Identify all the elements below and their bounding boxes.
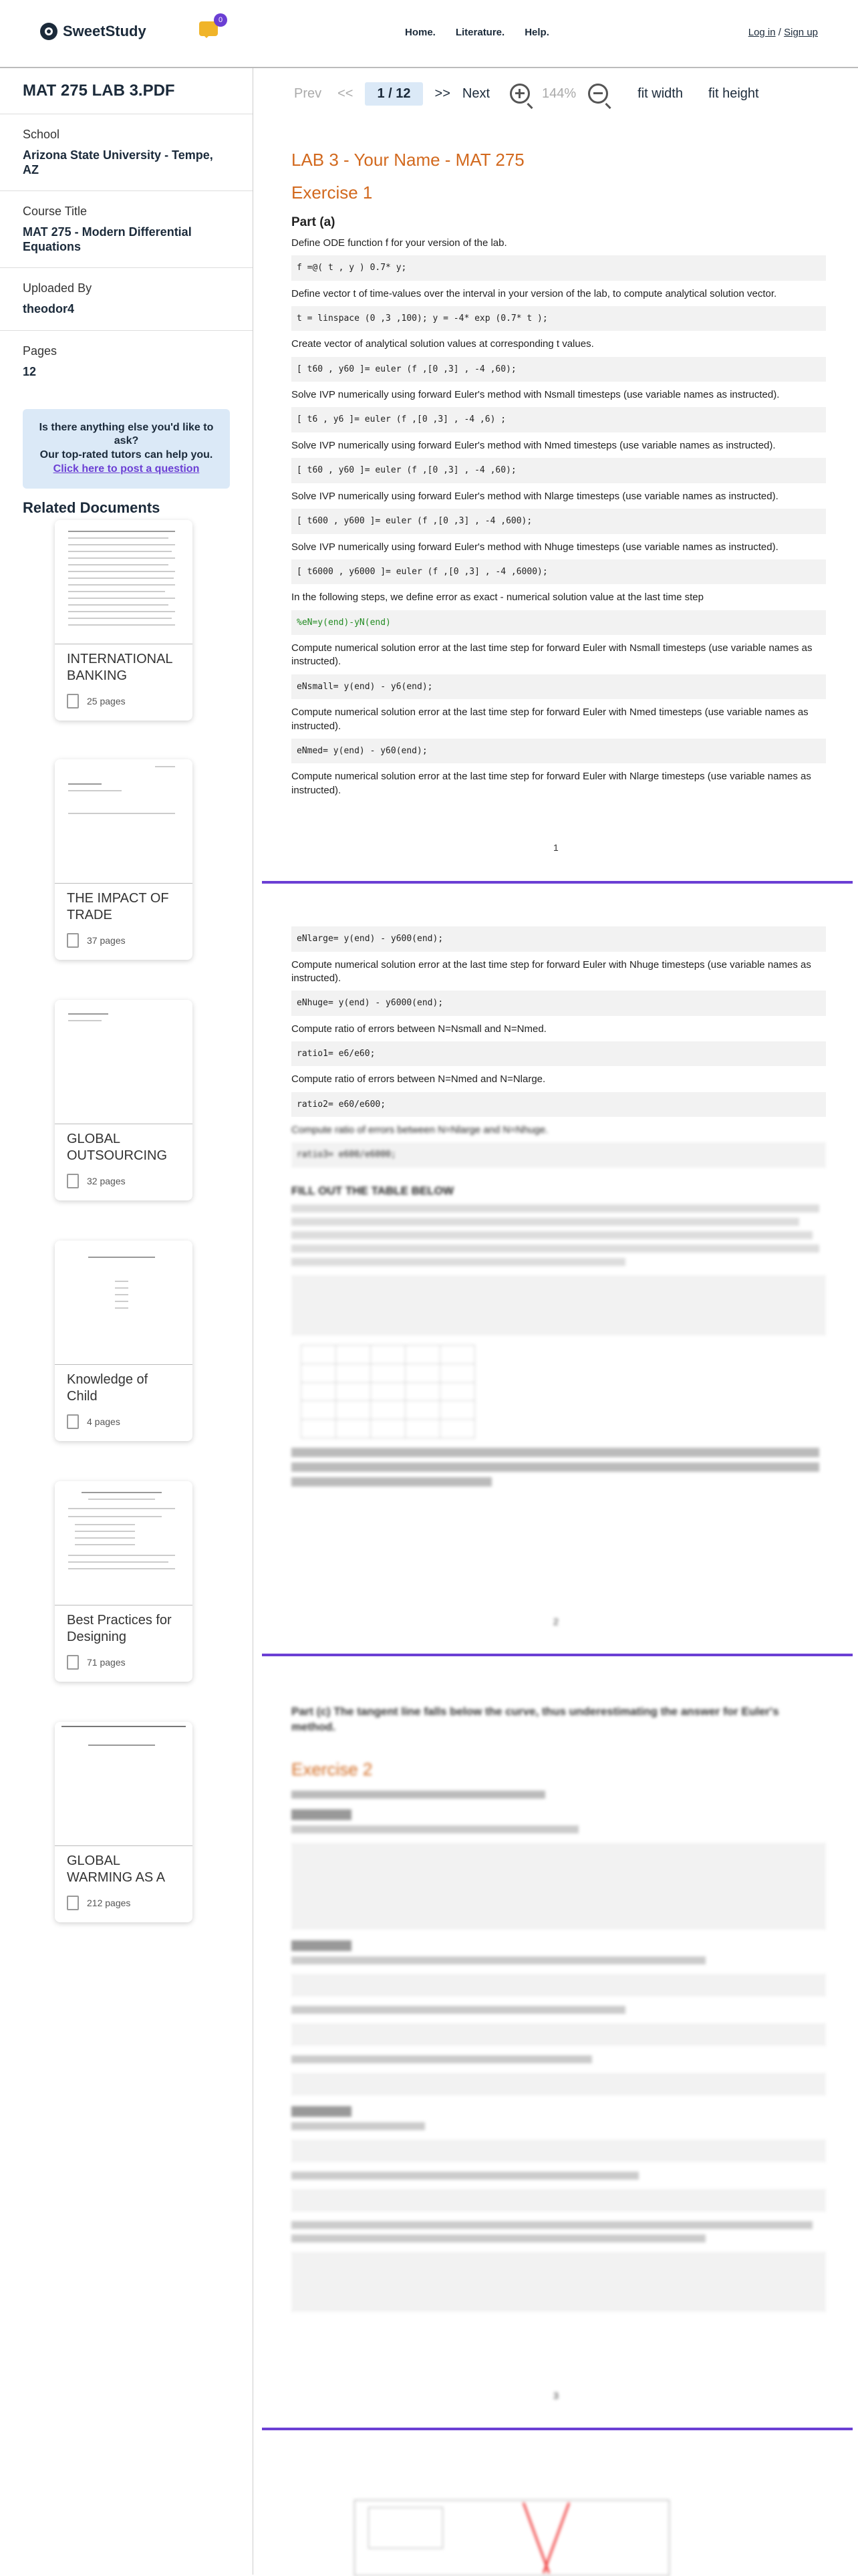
doc-thumbnail <box>55 1241 192 1365</box>
card-pages <box>67 1896 130 1910</box>
results-table <box>301 1345 475 1438</box>
code-block: ratio1= e6/e60; <box>291 1041 826 1067</box>
doc-paragraph: Compute numerical solution error at the last time step for forward Euler with Nhuge timesteps (use variable names as instructed). <box>291 958 811 984</box>
fit-width-button[interactable]: fit width <box>637 86 683 101</box>
doc-paragraph: Compute ratio of errors between N=Nmed and N=Nlarge. <box>291 1073 546 1085</box>
course-value[interactable]: MAT 275 - Modern Differential Equations <box>23 225 192 253</box>
ask-tutor-box <box>23 409 230 489</box>
related-doc-card[interactable] <box>55 1000 192 1200</box>
doc-paragraph: Compute numerical solution error at the last time step for forward Euler with Nlarge timesteps (use variable names as instructed). <box>291 771 811 796</box>
pages-label: Pages <box>23 344 57 358</box>
login-link[interactable]: Log in <box>748 27 776 38</box>
doc-paragraph: Create vector of analytical solution values at corresponding t values. <box>291 338 594 350</box>
related-doc-card[interactable] <box>55 759 192 960</box>
doc-paragraph: Compute numerical solution error at the last time step for forward Euler with Nsmall timesteps (use variable names as instructed). <box>291 642 813 668</box>
zoom-out-icon[interactable] <box>588 84 608 104</box>
card-title: Knowledge of Child <box>67 1372 148 1404</box>
code-block: [ t6 , y6 ]= euler (f ,[0 ,3] , -4 ,6) ; <box>291 407 826 432</box>
page-count: 37 pages <box>87 935 126 946</box>
doc-thumbnail <box>55 1722 192 1846</box>
doc-paragraph: Solve IVP numerically using forward Euler's method with Nmed timesteps (use variable names as instructed). <box>291 440 776 452</box>
viewer-toolbar <box>267 79 822 108</box>
code-block: t = linspace (0 ,3 ,100); y = -4* exp (0.7* t ); <box>291 306 826 332</box>
related-doc-card[interactable] <box>55 520 192 721</box>
document-icon <box>67 694 79 709</box>
post-question-link[interactable]: Click here to post a question <box>53 463 200 475</box>
prev-arrows[interactable]: << <box>337 86 353 101</box>
page-divider <box>262 881 853 884</box>
doc-paragraph: Define vector t of time-values over the interval in your version of the lab, to compute analytical solution vector. <box>291 287 777 299</box>
code-block: ratio2= e60/e600; <box>291 1092 826 1118</box>
doc-thumbnail <box>55 1000 192 1124</box>
next-button[interactable]: Next <box>462 86 490 101</box>
card-title: Best Practices for Designing <box>67 1613 172 1644</box>
doc-paragraph: Define ODE function f for your version of the lab. <box>291 237 507 249</box>
document-icon <box>67 1414 79 1429</box>
ask-line-1: Is there anything else you'd like to ask? <box>39 421 214 447</box>
next-arrows[interactable]: >> <box>434 86 450 101</box>
school-block <box>0 114 253 191</box>
site-header <box>0 0 858 68</box>
page-divider <box>262 1654 853 1656</box>
signup-link[interactable]: Sign up <box>784 27 818 38</box>
doc-paragraph: Solve IVP numerically using forward Euler's method with Nlarge timesteps (use variable names as instructed). <box>291 490 778 502</box>
code-block: f =@( t , y ) 0.7* y; <box>291 255 826 281</box>
auth-links <box>748 27 818 38</box>
lab-title: LAB 3 - Your Name - MAT 275 <box>291 150 525 170</box>
part-c-text: Part (c) The tangent line falls below the curve, thus underestimating the answer for Euler's method. <box>291 1705 779 1733</box>
code-block: [ t600 , y600 ]= euler (f ,[0 ,3] , -4 ,600); <box>291 509 826 534</box>
card-title: GLOBAL OUTSOURCING <box>67 1132 167 1163</box>
school-value[interactable]: Arizona State University - Tempe, AZ <box>23 148 213 176</box>
document-icon <box>67 1896 79 1910</box>
page-count: 4 pages <box>87 1416 120 1427</box>
code-block: [ t60 , y60 ]= euler (f ,[0 ,3] , -4 ,60); <box>291 458 826 483</box>
related-documents-title: Related Documents <box>23 499 160 516</box>
top-nav <box>405 27 549 38</box>
page-count: 71 pages <box>87 1657 126 1668</box>
part-heading: Part (a) <box>291 215 335 230</box>
uploaded-label: Uploaded By <box>23 281 92 295</box>
school-label: School <box>23 128 60 141</box>
page-count: 32 pages <box>87 1176 126 1186</box>
exercise-heading: Exercise 1 <box>291 182 373 203</box>
document-page-2 <box>291 922 826 1492</box>
doc-thumbnail <box>55 1481 192 1605</box>
doc-paragraph: Compute numerical solution error at the last time step for forward Euler with Nmed timesteps (use variable names as instructed). <box>291 706 809 732</box>
page-number: 3 <box>553 2390 559 2401</box>
course-block <box>0 191 253 268</box>
related-doc-card[interactable] <box>55 1481 192 1682</box>
uploaded-block <box>0 268 253 331</box>
related-doc-card[interactable] <box>55 1722 192 1922</box>
section-heading: FILL OUT THE TABLE BELOW <box>291 1184 454 1197</box>
course-label: Course Title <box>23 205 88 219</box>
code-block: ratio3= e600/e6000; <box>291 1142 826 1168</box>
uploaded-value[interactable]: theodor4 <box>23 302 75 316</box>
document-page-3 <box>291 1704 826 2321</box>
document-icon <box>67 1655 79 1670</box>
card-title: INTERNATIONAL BANKING <box>67 652 172 683</box>
chat-badge: 0 <box>214 13 227 27</box>
prev-button[interactable]: Prev <box>294 86 322 101</box>
brand-name: SweetStudy <box>63 23 146 39</box>
doc-paragraph: In the following steps, we define error as exact - numerical solution value at the last time step <box>291 592 704 604</box>
code-block: %eN=y(end)-yN(end) <box>291 610 826 636</box>
card-pages <box>67 1655 126 1670</box>
document-icon <box>67 1174 79 1188</box>
chat-icon[interactable] <box>199 16 223 36</box>
card-pages <box>67 694 126 709</box>
doc-thumbnail <box>55 520 192 644</box>
card-pages <box>67 1414 120 1429</box>
document-icon <box>67 933 79 948</box>
pages-value: 12 <box>23 364 37 378</box>
card-title: GLOBAL WARMING AS A <box>67 1853 166 1885</box>
page-number: 2 <box>553 1616 559 1627</box>
plot-preview <box>354 2500 670 2576</box>
card-pages <box>67 1174 126 1188</box>
doc-thumbnail <box>55 759 192 884</box>
nav-home[interactable]: Home. <box>405 27 436 38</box>
zoom-in-icon[interactable] <box>510 84 530 104</box>
auth-separator: / <box>775 27 784 38</box>
doc-paragraph: Compute ratio of errors between N=Nsmall and N=Nmed. <box>291 1023 547 1035</box>
pages-block <box>0 331 253 393</box>
page-count: 212 pages <box>87 1898 131 1908</box>
doc-paragraph: Solve IVP numerically using forward Euler's method with Nsmall timesteps (use variable names as instructed). <box>291 389 780 401</box>
doc-paragraph: Solve IVP numerically using forward Euler's method with Nhuge timesteps (use variable names as instructed). <box>291 541 778 553</box>
brand-logo[interactable] <box>40 23 146 40</box>
document-page-1 <box>291 148 826 803</box>
fit-height-button[interactable]: fit height <box>708 86 759 101</box>
zoom-level: 144% <box>542 86 577 101</box>
exercise-heading: Exercise 2 <box>291 1759 373 1779</box>
code-block: eNmed= y(end) - y60(end); <box>291 739 826 764</box>
code-block: [ t60 , y60 ]= euler (f ,[0 ,3] , -4 ,60); <box>291 357 826 382</box>
card-pages <box>67 933 126 948</box>
code-block: eNlarge= y(end) - y600(end); <box>291 926 826 952</box>
document-title: MAT 275 LAB 3.PDF <box>0 68 253 114</box>
related-doc-card[interactable] <box>55 1241 192 1441</box>
page-indicator[interactable]: 1 / 12 <box>365 82 422 106</box>
ask-line-2: Our top-rated tutors can help you. <box>39 449 213 461</box>
card-title: THE IMPACT OF TRADE <box>67 891 169 922</box>
code-block: eNhuge= y(end) - y6000(end); <box>291 991 826 1016</box>
page-number: 1 <box>553 842 559 853</box>
code-block: eNsmall= y(end) - y6(end); <box>291 674 826 700</box>
doc-paragraph: Compute ratio of errors between N=Nlarge and N=Nhuge. <box>291 1124 549 1136</box>
nav-help[interactable]: Help. <box>525 27 549 38</box>
page-count: 25 pages <box>87 696 126 706</box>
page-divider <box>262 2428 853 2430</box>
logo-icon <box>40 23 57 40</box>
nav-literature[interactable]: Literature. <box>455 27 505 38</box>
blurred-preview <box>291 1124 826 1487</box>
code-block: [ t6000 , y6000 ]= euler (f ,[0 ,3] , -4 ,6000); <box>291 559 826 585</box>
